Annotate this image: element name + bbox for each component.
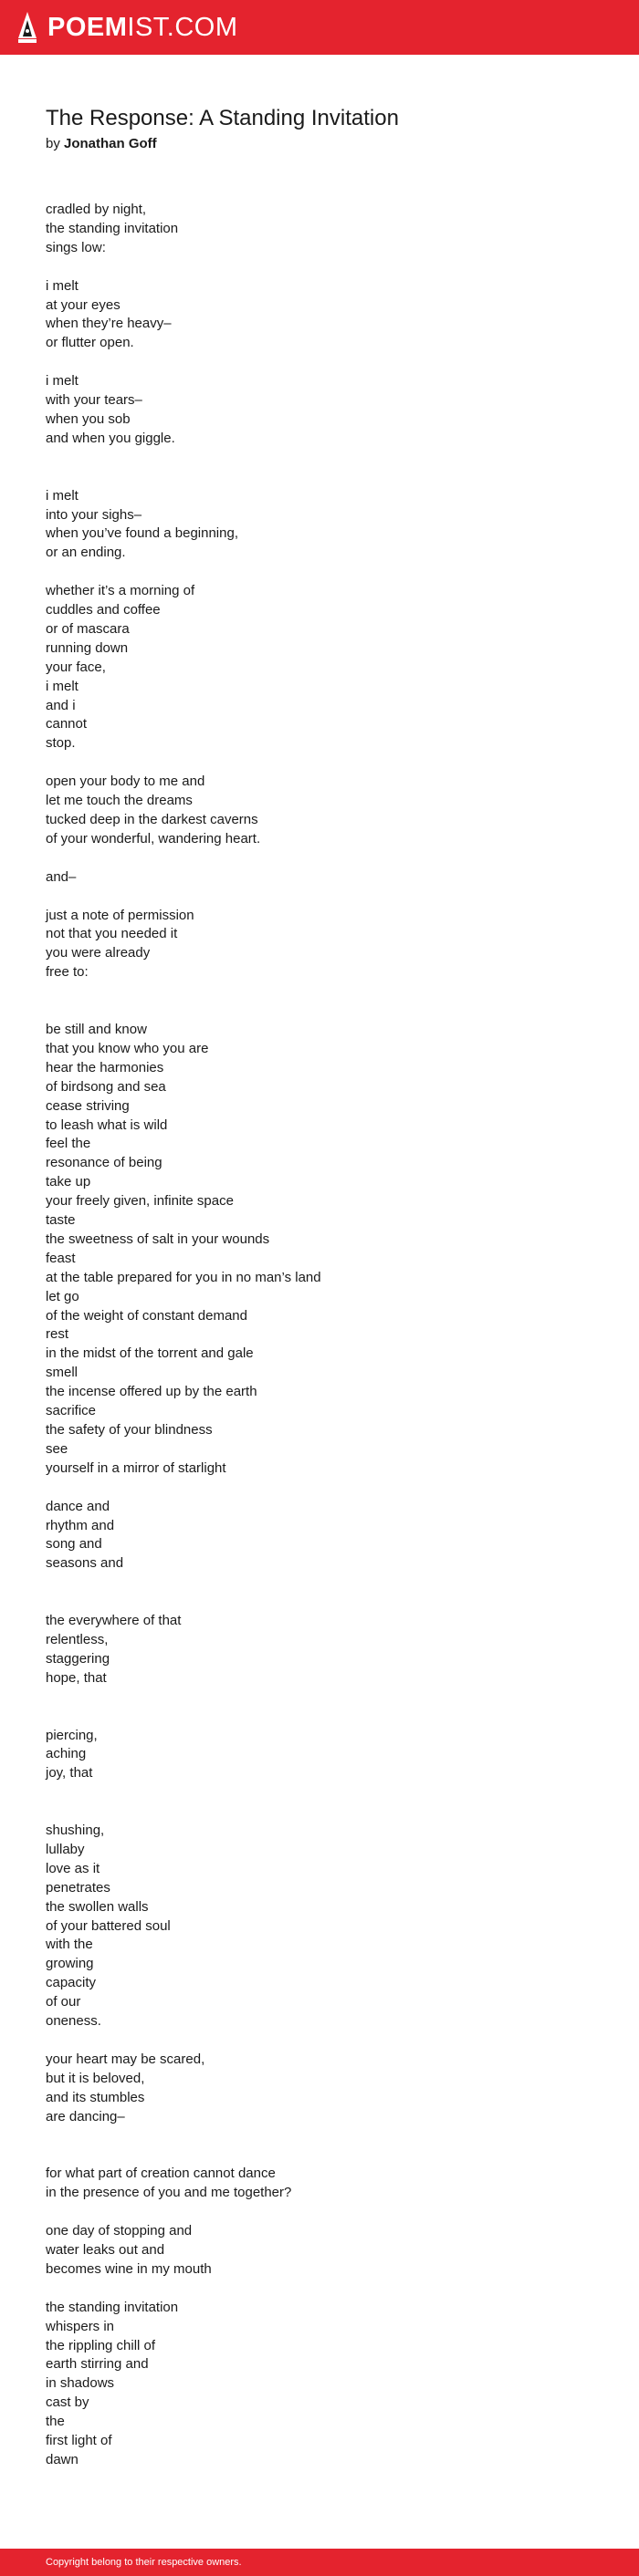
site-logo-text	[47, 11, 238, 44]
poem-body: cradled by night, the standing invitation sings low: i melt at your eyes when they’re heavy– or flutter open. i melt with your tears– when you sob and when you giggle. i melt into your sighs– when you’ve found a beginning, or an ending. whether it’s a morning of cuddles and coffee or of mascara running down your face, i melt and i cannot stop. open your body to me and let me touch the dreams tucked deep in the darkest caverns of your wonderful, wandering heart. and– just a note of permission not that you needed it you were already free to: be still and know that you know who you are hear the harmonies of birdsong and sea cease striving to leash what is wild feel the resonance of being take up your freely given, infinite space taste the sweetness of salt in your wounds feast at the table prepared for you in no man’s land let go of the weight of constant demand rest in the midst of the torrent and gale smell the incense offered up by the earth sacrifice the safety of your blindness see yourself in a mirror of starlight dance and rhythm and song and seasons and the everywhere of that relentless, staggering hope, that piercing, aching joy, that shushing, lullaby love as it penetrates the swollen walls of your battered soul with the growing capacity of our oneness. your heart may be scared, but it is beloved, and its stumbles are dancing– for what part of creation cannot dance in the presence of you and me together? one day of stopping and water leaks out and becomes wine in my mouth the standing invitation whispers in the rippling chill of earth stirring and in shadows cast by the first light of dawn	[46, 202, 321, 2467]
by-label: by	[46, 136, 60, 151]
logo-text-strong: POEM	[47, 13, 128, 42]
poem-title: The Response: A Standing Invitation	[46, 106, 399, 130]
pen-nib-icon	[16, 11, 38, 44]
byline	[46, 135, 157, 153]
author-name[interactable]: Jonathan Goff	[64, 136, 157, 151]
copyright-text: Copyright belong to their respective owners.	[46, 2557, 242, 2568]
logo-text-light: IST.COM	[127, 13, 238, 42]
site-logo[interactable]	[16, 11, 238, 44]
footer-bar	[0, 2549, 639, 2576]
top-bar	[0, 0, 639, 55]
